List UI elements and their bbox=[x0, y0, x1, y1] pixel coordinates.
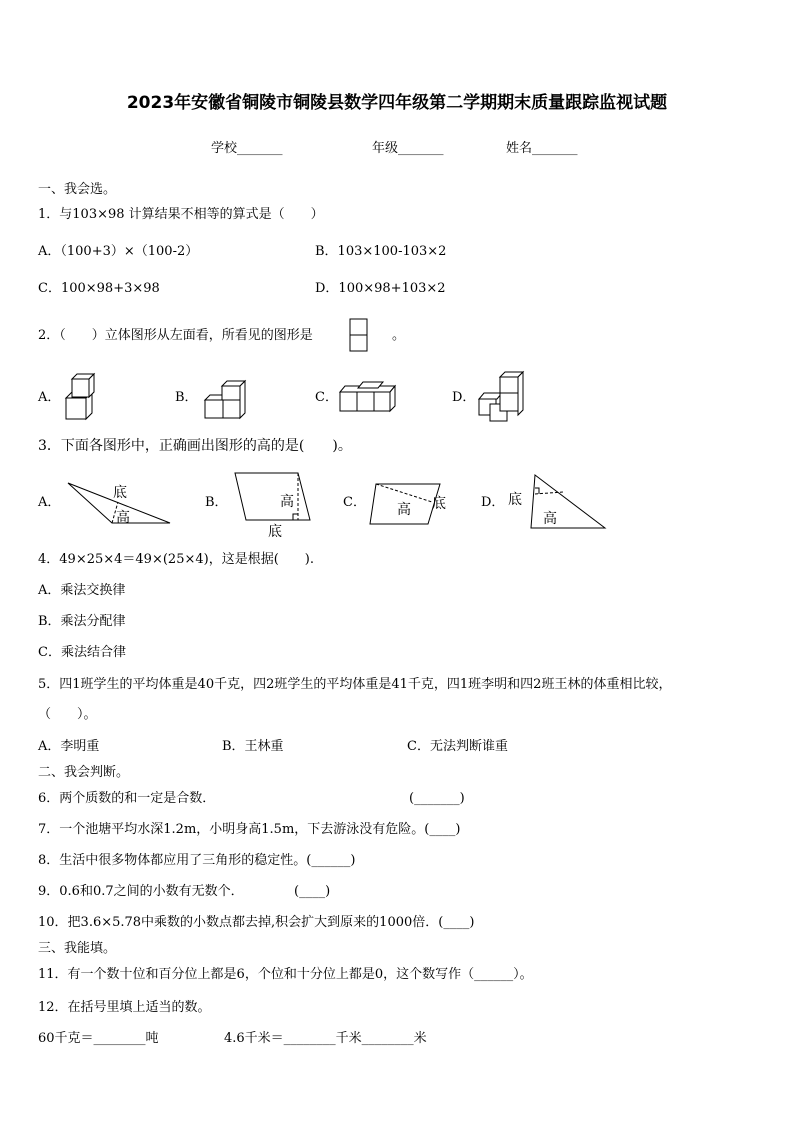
q2-option-c: C． bbox=[315, 390, 338, 405]
q3-c-base-label: 底 bbox=[432, 496, 446, 512]
q2-option-a: A． bbox=[38, 390, 61, 405]
q10-stem: 10．把3.6×5.78中乘数的小数点都去掉,积会扩大到原来的1000倍．(____) bbox=[38, 915, 475, 930]
q2-stem: 2．（ ）立体图形从左面看，所看见的图形是 bbox=[38, 328, 313, 343]
q11-stem: 11．有一个数十位和百分位上都是6，个位和十分位上都是0，这个数写作（______）。 bbox=[38, 967, 533, 982]
grade-field: 年级_______ bbox=[372, 141, 444, 156]
q4-option-a: A．乘法交换律 bbox=[38, 583, 126, 598]
q1-option-d: D．100×98+103×2 bbox=[315, 281, 446, 296]
q1-option-a: A．（100+3）×（100-2） bbox=[38, 244, 199, 259]
q3-c-height-label: 高 bbox=[397, 502, 411, 518]
q2-option-b-cubes bbox=[202, 378, 248, 421]
q12-fill-1: 60千克＝________吨 bbox=[38, 1031, 159, 1046]
q1-option-c: C．100×98+3×98 bbox=[38, 281, 160, 296]
q2-option-a-cubes bbox=[62, 371, 96, 421]
q5-stem: 5．四1班学生的平均体重是40千克，四2班学生的平均体重是41千克，四1班李明和四2班王林的体重相比较， bbox=[38, 677, 672, 692]
school-field: 学校_______ bbox=[211, 141, 283, 156]
q2-left-view-figure bbox=[349, 318, 369, 354]
q3-option-c-parallelogram bbox=[366, 476, 452, 528]
q7-stem: 7．一个池塘平均水深1.2m，小明身高1.5m，下去游泳没有危险。(____) bbox=[38, 822, 461, 837]
q3-option-d-triangle bbox=[505, 472, 609, 532]
q8-stem: 8．生活中很多物体都应用了三角形的稳定性。(______) bbox=[38, 853, 356, 868]
q5-option-b: B．王林重 bbox=[222, 739, 284, 754]
section-3-heading: 三、我能填。 bbox=[38, 941, 117, 956]
q9-answer-blank: (____) bbox=[294, 884, 331, 899]
q3-stem: 3．下面各图形中，正确画出图形的高的是( )。 bbox=[38, 438, 352, 454]
q6-stem: 6．两个质数的和一定是合数． bbox=[38, 791, 216, 806]
q9-stem: 9．0.6和0.7之间的小数有无数个． bbox=[38, 884, 244, 899]
q3-d-base-label: 底 bbox=[508, 492, 522, 508]
q3-option-a-triangle bbox=[64, 475, 174, 527]
q3-option-c: C． bbox=[343, 495, 366, 510]
q2-option-d-cubes bbox=[476, 369, 528, 425]
q12-stem: 12．在括号里填上适当的数。 bbox=[38, 1000, 211, 1015]
q2-option-c-cubes bbox=[338, 380, 398, 414]
q3-option-d: D． bbox=[481, 495, 505, 510]
q2-option-d: D． bbox=[452, 390, 476, 405]
q2-stem-end: 。 bbox=[392, 328, 406, 343]
q1-option-b: B．103×100-103×2 bbox=[315, 244, 447, 259]
name-field: 姓名_______ bbox=[506, 141, 578, 156]
q3-a-base-label: 底 bbox=[113, 485, 127, 501]
q4-stem: 4．49×25×4＝49×(25×4)，这是根据( ). bbox=[38, 552, 314, 567]
section-2-heading: 二、我会判断。 bbox=[38, 765, 130, 780]
q12-fill-2: 4.6千米＝________千米________米 bbox=[224, 1031, 427, 1046]
q3-b-height-label: 高 bbox=[280, 494, 294, 510]
q3-option-a: A． bbox=[38, 495, 61, 510]
q3-d-height-label: 高 bbox=[543, 511, 557, 527]
page-title: 2023年安徽省铜陵市铜陵县数学四年级第二学期期末质量跟踪监视试题 bbox=[126, 93, 668, 113]
section-1-heading: 一、我会选。 bbox=[38, 182, 117, 197]
q3-option-b-trapezoid bbox=[232, 470, 314, 538]
q3-a-height-label: 高 bbox=[116, 510, 130, 526]
q2-option-b: B． bbox=[175, 390, 198, 405]
q6-answer-blank: (_______) bbox=[409, 791, 465, 806]
q4-option-b: B．乘法分配律 bbox=[38, 614, 126, 629]
q5-option-c: C．无法判断谁重 bbox=[407, 739, 508, 754]
q3-option-b: B． bbox=[205, 495, 228, 510]
q3-b-base-label: 底 bbox=[268, 524, 282, 538]
q1-stem: 1．与103×98 计算结果不相等的算式是（ ） bbox=[38, 207, 324, 222]
q5-stem-blank: （ ）。 bbox=[38, 707, 97, 722]
q5-option-a: A．李明重 bbox=[38, 739, 100, 754]
q4-option-c: C．乘法结合律 bbox=[38, 645, 126, 660]
